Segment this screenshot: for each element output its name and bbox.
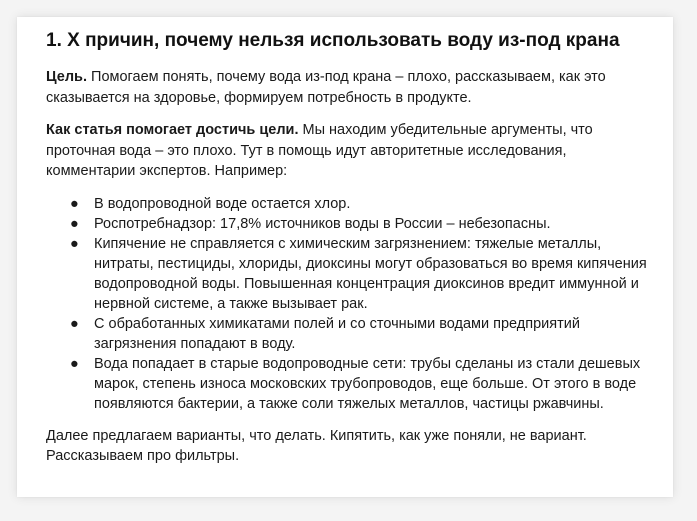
section-title: 1. X причин, почему нельзя использовать воду из-под крана <box>46 30 620 51</box>
how-text: Мы находим убедительные аргументы, что проточная вода – это плохо. Тут в помощь идут авторитетные исследования, комментарии экспертов. Например: <box>46 122 593 179</box>
goal-paragraph <box>46 67 655 108</box>
list-item-text: В водопроводной воде остается хлор. <box>94 195 351 212</box>
list-item-text: Роспотребнадзор: 17,8% источников воды в России – небезопасны. <box>94 215 551 232</box>
goal-text: Помогаем понять, почему вода из-под крана – плохо, рассказываем, как это сказывается на здоровье, формируем потребность в продукте. <box>46 69 606 106</box>
list-item <box>46 214 655 234</box>
list-item-text: Вода попадает в старые водопроводные сети: трубы сделаны из стали дешевых марок, степень износа московских трубопроводов, еще больше. От этого в воде появляются бактерии, а также соли тяжелых металлов, частицы ржавчины. <box>94 355 641 412</box>
document-card <box>17 17 673 497</box>
how-paragraph <box>46 120 655 182</box>
list-item <box>46 314 655 354</box>
bullet-icon: ● <box>70 355 79 372</box>
list-item <box>46 234 655 314</box>
bullet-icon: ● <box>70 315 79 332</box>
list-item-text: Кипячение не справляется с химическим загрязнением: тяжелые металлы, нитраты, пестициды, хлориды, диоксины могут образоваться во время кипячения водопроводной воды. Повышенная концентрация диоксинов вредит иммунной и нервной системе, а также вызывает рак. <box>94 235 647 312</box>
list-item <box>46 354 655 414</box>
list-item-text: С обработанных химикатами полей и со сточными водами предприятий загрязнения попадают в воду. <box>94 315 580 352</box>
arguments-list <box>46 194 655 414</box>
bullet-icon: ● <box>70 215 79 232</box>
closing-paragraph: Далее предлагаем варианты, что делать. Кипятить, как уже поняли, не вариант. Рассказываем про фильтры. <box>46 427 587 464</box>
goal-label: Цель. <box>46 69 87 85</box>
list-item <box>46 194 655 214</box>
how-label: Как статья помогает достичь цели. <box>46 122 299 138</box>
bullet-icon: ● <box>70 195 79 212</box>
bullet-icon: ● <box>70 235 79 252</box>
